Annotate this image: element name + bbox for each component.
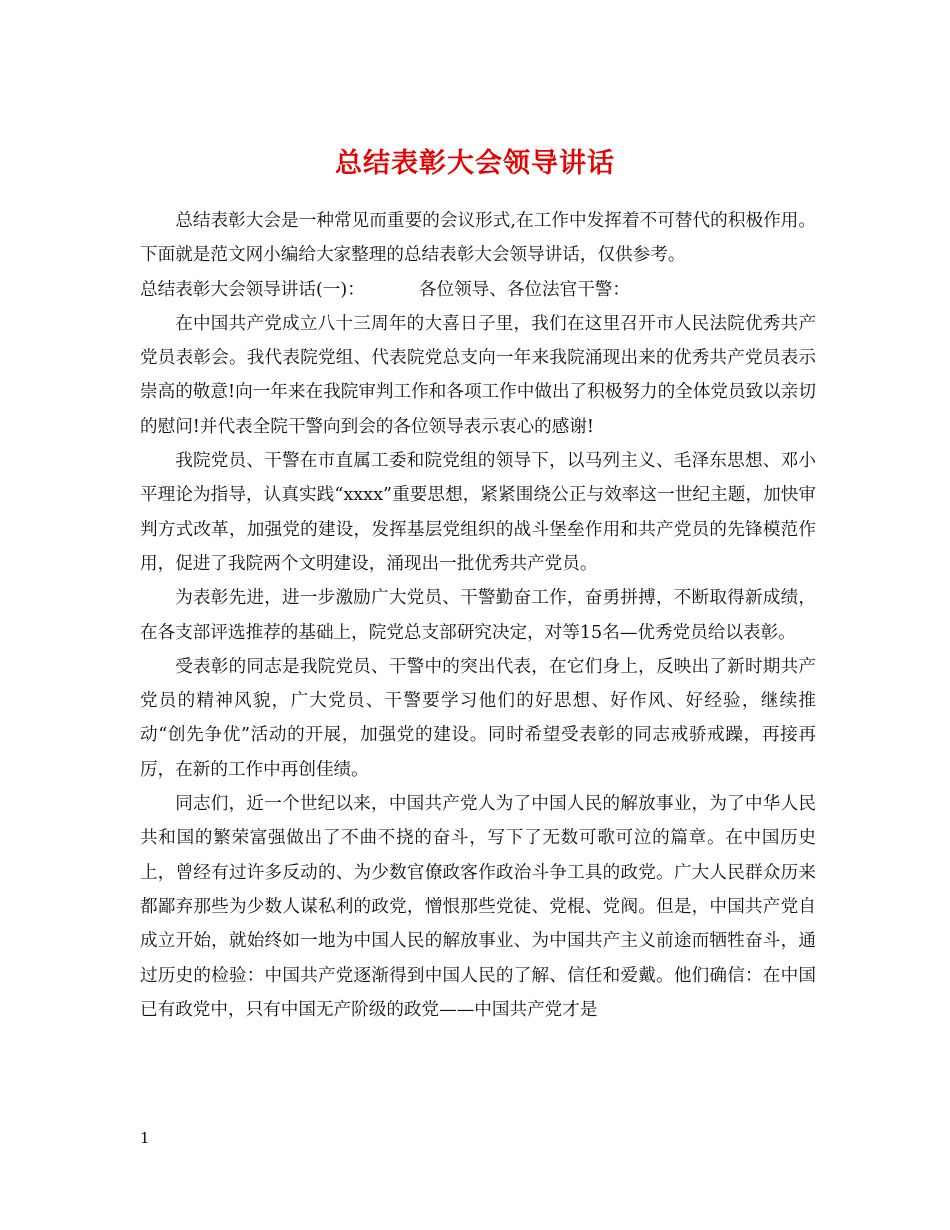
body-paragraph-3: 为表彰先进，进一步激励广大党员、干警勤奋工作，奋勇拼搏，不断取得新成绩，在各支部评选推荐的基础上，院党总支部研究决定，对等15名—优秀党员给以表彰。: [140, 588, 816, 643]
body-paragraph-1: 在中国共产党成立八十三周年的大喜日子里，我们在这里召开市人民法院优秀共产党员表彰会。我代表院党组、代表院党总支向一年来我院涌现出来的优秀共产党员表示崇高的敬意!向一年来在我院审判工作和各项工作中做出了积极努力的全体党员致以亲切的慰问!并代表全院干警向到会的各位领导表示衷心的感谢!: [140, 313, 816, 437]
document-body: [140, 204, 816, 1027]
document-title: 总结表彰大会领导讲话: [335, 148, 615, 180]
section-heading: 总结表彰大会领导讲话(一)：: [140, 279, 365, 300]
page-number: 1: [140, 1129, 150, 1147]
salutation: 各位领导、各位法官干警：: [418, 279, 630, 300]
body-paragraph-5: 同志们，近一个世纪以来，中国共产党人为了中国人民的解放事业，为了中华人民共和国的繁荣富强做出了不曲不挠的奋斗，写下了无数可歌可泣的篇章。在中国历史上，曾经有过许多反动的、为少数官僚政客作政治斗争工具的政党。广大人民群众历来都鄙弃那些为少数人谋私利的政党，憎恨那些党徒、党棍、党阀。但是，中国共产党自成立开始，就始终如一地为中国人民的解放事业、为中国共产主义前途而牺牲奋斗，通过历史的检验：中国共产党逐渐得到中国人民的了解、信任和爱戴。他们确信：在中国已有政党中，只有中国无产阶级的政党——中国共产党才是: [140, 794, 816, 1020]
body-paragraph-4: 受表彰的同志是我院党员、干警中的突出代表，在它们身上，反映出了新时期共产党员的精神风貌，广大党员、干警要学习他们的好思想、好作风、好经验，继续推动“创先争优”活动的开展，加强党的建设。同时希望受表彰的同志戒骄戒躁，再接再厉，在新的工作中再创佳绩。: [140, 656, 816, 780]
intro-paragraph: 总结表彰大会是一种常见而重要的会议形式,在工作中发挥着不可替代的积极作用。下面就是范文网小编给大家整理的总结表彰大会领导讲话，仅供参考。: [140, 211, 816, 266]
body-paragraph-2: 我院党员、干警在市直属工委和院党组的领导下，以马列主义、毛泽东思想、邓小平理论为指导，认真实践“xxxx”重要思想，紧紧围绕公正与效率这一世纪主题，加快审判方式改革，加强党的建设，发挥基层党组织的战斗堡垒作用和共产党员的先锋模范作用，促进了我院两个文明建设，涌现出一批优秀共产党员。: [140, 451, 816, 574]
section-heading-line: [140, 273, 816, 307]
